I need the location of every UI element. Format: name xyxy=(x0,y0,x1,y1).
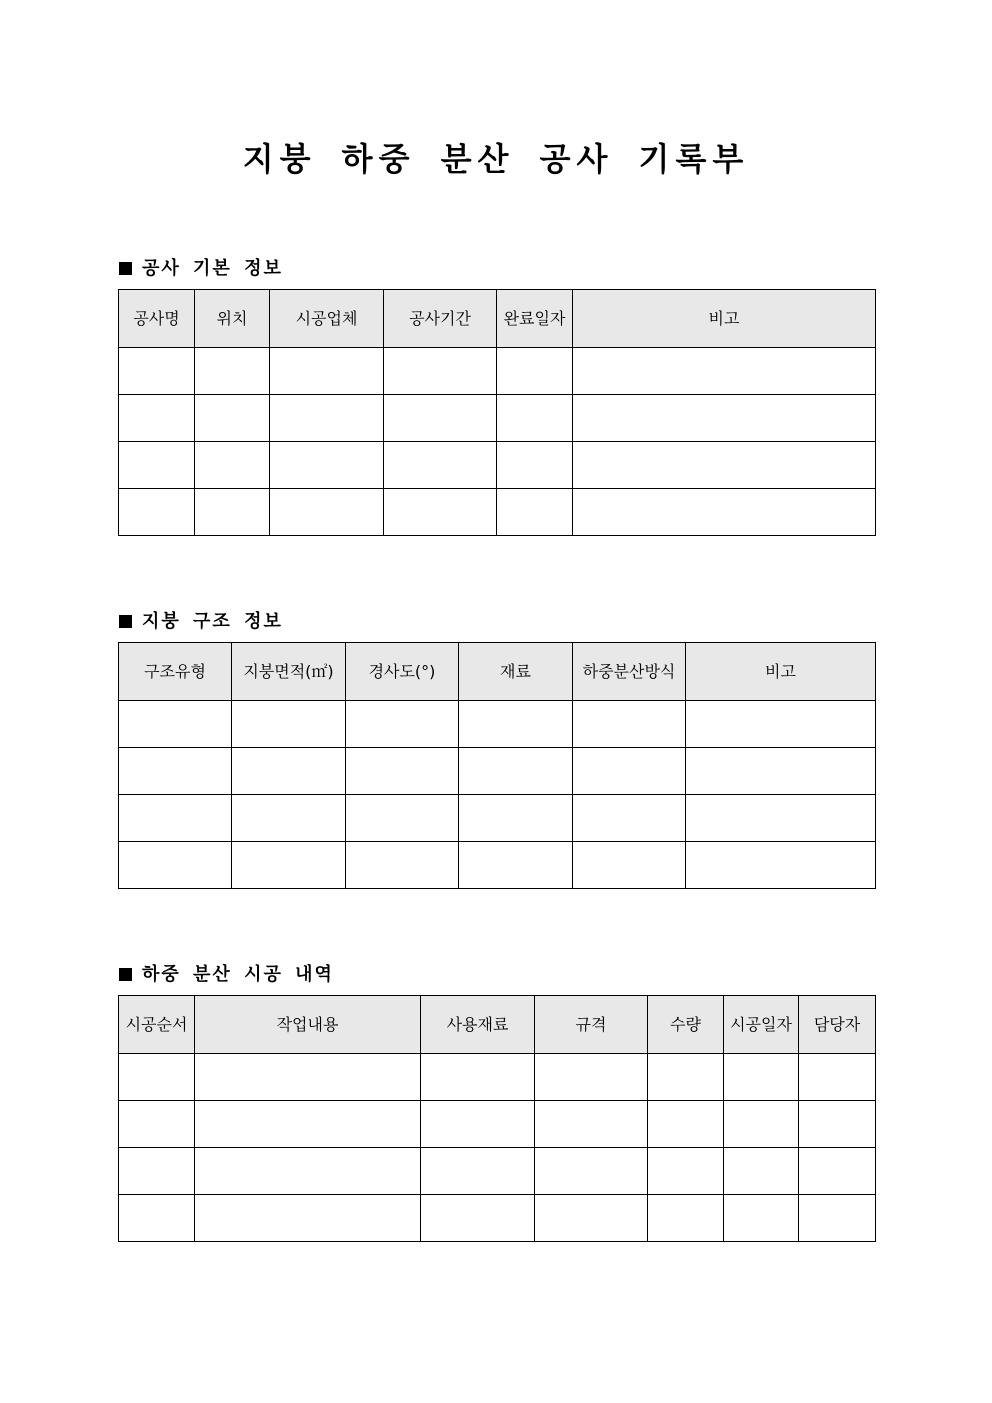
table-cell[interactable] xyxy=(573,842,686,889)
table-cell[interactable] xyxy=(648,1195,724,1242)
table-row xyxy=(119,489,876,536)
table-cell[interactable] xyxy=(195,395,270,442)
table-cell[interactable] xyxy=(648,1054,724,1101)
table-row xyxy=(119,1148,876,1195)
table-cell[interactable] xyxy=(195,348,270,395)
square-bullet-icon xyxy=(119,262,132,275)
column-header: 공사명 xyxy=(119,290,195,348)
roof-structure-table xyxy=(118,642,876,889)
table-cell[interactable] xyxy=(535,1195,648,1242)
table-cell[interactable] xyxy=(119,1054,195,1101)
table-cell[interactable] xyxy=(799,1148,876,1195)
table-cell[interactable] xyxy=(421,1195,535,1242)
column-header: 시공업체 xyxy=(270,290,384,348)
construction-details-table xyxy=(118,995,876,1242)
table-cell[interactable] xyxy=(573,489,876,536)
square-bullet-icon xyxy=(119,968,132,981)
column-header: 담당자 xyxy=(799,996,876,1054)
column-header: 규격 xyxy=(535,996,648,1054)
section-title-text: 하중 분산 시공 내역 xyxy=(142,964,334,985)
table-cell[interactable] xyxy=(799,1054,876,1101)
table-cell[interactable] xyxy=(497,489,573,536)
column-header: 위치 xyxy=(195,290,270,348)
table-cell[interactable] xyxy=(724,1101,799,1148)
column-header: 비고 xyxy=(686,643,876,701)
table-cell[interactable] xyxy=(497,395,573,442)
table-cell[interactable] xyxy=(384,489,497,536)
table-cell[interactable] xyxy=(535,1101,648,1148)
table-row xyxy=(119,1195,876,1242)
column-header: 구조유형 xyxy=(119,643,232,701)
table-cell[interactable] xyxy=(573,395,876,442)
table-row xyxy=(119,1054,876,1101)
section-title-roof-structure xyxy=(119,607,283,633)
table-cell[interactable] xyxy=(119,1101,195,1148)
table-row xyxy=(119,795,876,842)
table-cell[interactable] xyxy=(573,442,876,489)
table-cell[interactable] xyxy=(232,701,346,748)
table-row xyxy=(119,348,876,395)
table-header-row xyxy=(119,996,876,1054)
table-cell[interactable] xyxy=(346,701,459,748)
column-header: 공사기간 xyxy=(384,290,497,348)
column-header: 작업내용 xyxy=(195,996,421,1054)
column-header: 지붕면적(㎡) xyxy=(232,643,346,701)
table-cell[interactable] xyxy=(459,701,573,748)
column-header: 재료 xyxy=(459,643,573,701)
table-cell[interactable] xyxy=(724,1148,799,1195)
table-cell[interactable] xyxy=(421,1054,535,1101)
table-cell[interactable] xyxy=(535,1148,648,1195)
table-cell[interactable] xyxy=(799,1101,876,1148)
table-cell[interactable] xyxy=(724,1195,799,1242)
basic-info-table xyxy=(118,289,876,536)
section-title-basic-info xyxy=(119,254,283,280)
table-cell[interactable] xyxy=(573,348,876,395)
table-header-row xyxy=(119,643,876,701)
table-cell[interactable] xyxy=(648,1101,724,1148)
table-row xyxy=(119,748,876,795)
table-cell[interactable] xyxy=(686,842,876,889)
table-cell[interactable] xyxy=(270,489,384,536)
table-cell[interactable] xyxy=(232,795,346,842)
column-header: 시공순서 xyxy=(119,996,195,1054)
table-row xyxy=(119,842,876,889)
table-cell[interactable] xyxy=(119,795,232,842)
table-cell[interactable] xyxy=(459,842,573,889)
table-cell[interactable] xyxy=(195,442,270,489)
table-cell[interactable] xyxy=(573,795,686,842)
table-cell[interactable] xyxy=(232,842,346,889)
column-header: 경사도(°) xyxy=(346,643,459,701)
table-cell[interactable] xyxy=(119,1195,195,1242)
table-cell[interactable] xyxy=(497,348,573,395)
table-cell[interactable] xyxy=(346,795,459,842)
table-cell[interactable] xyxy=(573,748,686,795)
table-cell[interactable] xyxy=(686,701,876,748)
table-cell[interactable] xyxy=(270,348,384,395)
table-cell[interactable] xyxy=(497,442,573,489)
table-cell[interactable] xyxy=(119,842,232,889)
table-cell[interactable] xyxy=(421,1101,535,1148)
table-cell[interactable] xyxy=(119,748,232,795)
table-cell[interactable] xyxy=(119,701,232,748)
table-row xyxy=(119,442,876,489)
document-title: 지붕 하중 분산 공사 기록부 xyxy=(242,140,750,178)
table-header-row xyxy=(119,290,876,348)
table-cell[interactable] xyxy=(232,748,346,795)
table-cell[interactable] xyxy=(459,748,573,795)
table-cell[interactable] xyxy=(195,1054,421,1101)
table-cell[interactable] xyxy=(195,1195,421,1242)
table-cell[interactable] xyxy=(119,1148,195,1195)
column-header: 비고 xyxy=(573,290,876,348)
section-title-text: 공사 기본 정보 xyxy=(142,258,283,279)
table-cell[interactable] xyxy=(573,701,686,748)
table-row xyxy=(119,1101,876,1148)
table-cell[interactable] xyxy=(119,489,195,536)
table-cell[interactable] xyxy=(686,748,876,795)
table-cell[interactable] xyxy=(724,1054,799,1101)
section-title-text: 지붕 구조 정보 xyxy=(142,611,283,632)
table-cell[interactable] xyxy=(119,395,195,442)
table-cell[interactable] xyxy=(421,1148,535,1195)
table-cell[interactable] xyxy=(686,795,876,842)
square-bullet-icon xyxy=(119,615,132,628)
table-cell[interactable] xyxy=(384,442,497,489)
table-row xyxy=(119,701,876,748)
table-cell[interactable] xyxy=(459,795,573,842)
table-cell[interactable] xyxy=(195,1101,421,1148)
table-cell[interactable] xyxy=(195,1148,421,1195)
column-header: 하중분산방식 xyxy=(573,643,686,701)
column-header: 시공일자 xyxy=(724,996,799,1054)
table-cell[interactable] xyxy=(346,842,459,889)
column-header: 사용재료 xyxy=(421,996,535,1054)
table-cell[interactable] xyxy=(535,1054,648,1101)
table-row xyxy=(119,395,876,442)
table-cell[interactable] xyxy=(270,442,384,489)
table-cell[interactable] xyxy=(346,748,459,795)
table-cell[interactable] xyxy=(119,442,195,489)
table-cell[interactable] xyxy=(119,348,195,395)
column-header: 수량 xyxy=(648,996,724,1054)
section-title-construction-details xyxy=(119,960,334,986)
table-cell[interactable] xyxy=(799,1195,876,1242)
table-cell[interactable] xyxy=(270,395,384,442)
table-cell[interactable] xyxy=(384,395,497,442)
column-header: 완료일자 xyxy=(497,290,573,348)
table-cell[interactable] xyxy=(195,489,270,536)
table-cell[interactable] xyxy=(384,348,497,395)
table-cell[interactable] xyxy=(648,1148,724,1195)
